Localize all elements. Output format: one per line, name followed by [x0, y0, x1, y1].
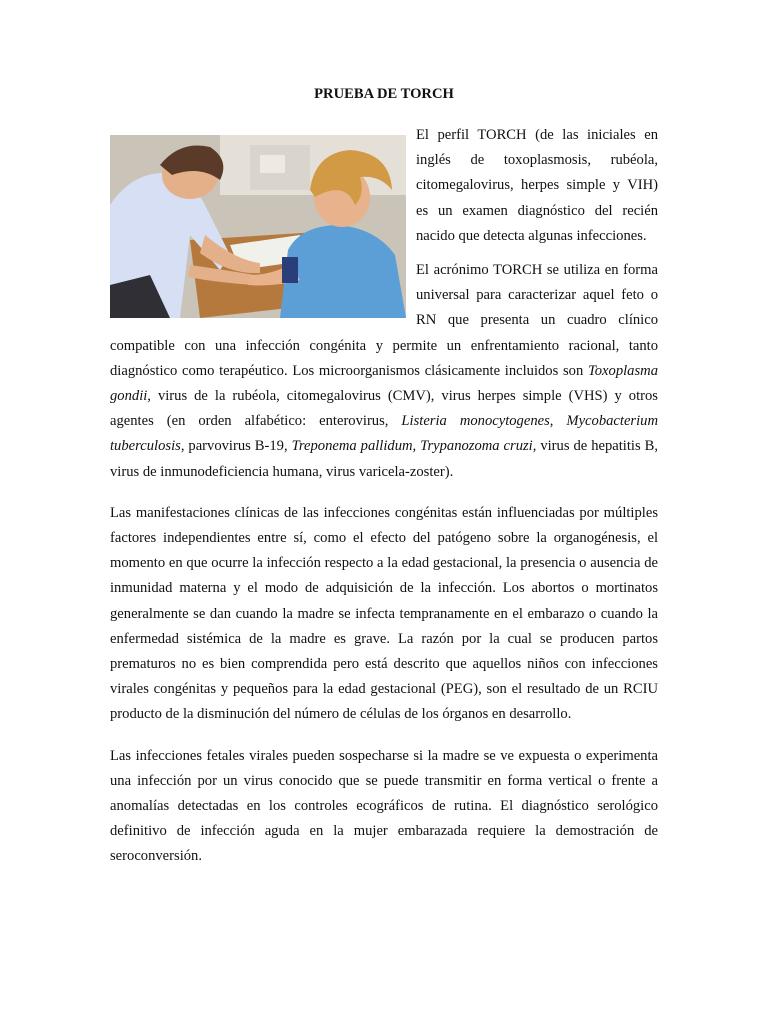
paragraph-acronym-text-3: , parvovirus B-19, [180, 438, 292, 455]
document-body [110, 123, 658, 870]
organism-listeria-mycobacterium: Listeria monocytogenes, Mycobacterium tuberculosis [110, 413, 658, 455]
paragraph-acronym-text-1: El acrónimo TORCH se utiliza en forma universal para caracterizar aquel feto o RN que presenta un cuadro clínico compatible con una infección congénita y permite un enfrentamiento racional, tanto diagnóstico como terapéutico. Los microorganismos clásicamente incluidos son [110, 262, 658, 379]
blood-draw-photo [110, 135, 406, 318]
paragraph-intro: El perfil TORCH (de las iniciales en inglés de toxoplasmosis, rubéola, citomegalovirus, herpes simple y VIH) es un examen diagnóstico del recién nacido que detecta algunas infecciones. [416, 127, 658, 244]
organism-treponema-trypanozoma: Treponema pallidum, Trypanozoma cruzi [291, 438, 533, 455]
page-title: PRUEBA DE TORCH [314, 86, 454, 102]
paragraph-acronym-text-2: , virus de la rubéola, citomegalovirus (CMV), virus herpes simple (VHS) y otros agentes (en orden alfabético: enterovirus, [110, 388, 658, 430]
paragraph-acronym-text-4: , virus de hepatitis B, virus de inmunodeficiencia humana, virus varicela-zoster). [110, 438, 658, 480]
paragraph-clinical-manifestations: Las manifestaciones clínicas de las infecciones congénitas están influenciadas por múltiples factores independientes entre sí, como el efecto del patógeno sobre la organogénesis, el momento en que ocurre la infección respecto a la edad gestacional, la presencia o ausencia de inmunidad materna y el modo de adquisición de la infección. Los abortos o mortinatos generalmente se dan cuando la madre se infecta tempranamente en el embarazo o cuando la enfermedad sistémica de la madre es grave. La razón por la cual se producen partos prematuros no es bien comprendida pero está descrito que aquellos niños con infecciones virales congénitas y pequeños para la edad gestacional (PEG), son el resultado de un RCIU producto de la disminución del número de células de los órganos en desarrollo. [110, 504, 658, 723]
organism-toxoplasma: Toxoplasma gondii [110, 362, 658, 405]
paragraph-viral-infections: Las infecciones fetales virales pueden sospecharse si la madre se ve expuesta o experimenta una infección por un virus conocido que se puede transmitir en forma vertical o frente a anomalías detectadas en los controles ecográficos de rutina. El diagnóstico serológico definitivo de infección aguda en la mujer embarazada requiere la demostración de seroconversión. [110, 747, 658, 865]
